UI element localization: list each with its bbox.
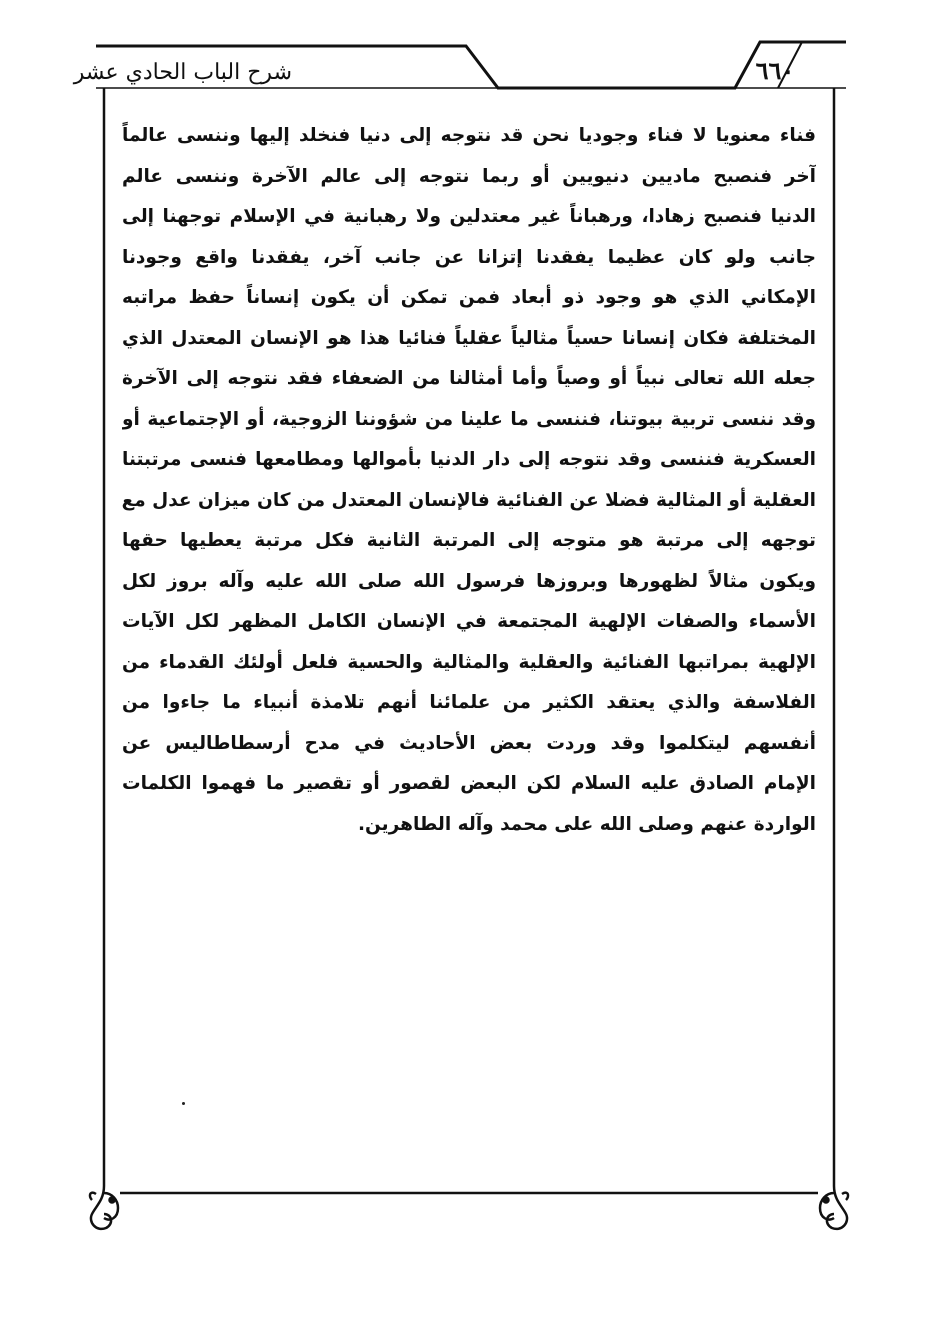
body-line: الواردة عنهم وصلى الله على محمد وآله الطاهرين. <box>358 813 816 835</box>
body-line: جانب ولو كان عظيما يفقدنا إتزانا عن جانب آخر، يفقدنا واقع وجودنا <box>122 246 816 268</box>
body-text <box>122 116 816 845</box>
body-line: أنفسهم ليتكلموا وقد وردت بعض الأحاديث في مدح أرسطاطاليس عن <box>122 732 816 754</box>
ornament-bottom-right <box>820 1186 848 1229</box>
body-line: جعله الله تعالى نبياً أو وصياً وأما أمثالنا من الضعفاء فقد نتوجه إلى الآخرة <box>122 368 816 389</box>
stray-dot <box>182 1102 185 1105</box>
body-line: وقد ننسى تربية بيوتنا، فننسى ما علينا من شؤوننا الزوجية، أو الإجتماعية أو <box>122 408 816 430</box>
body-line: الأسماء والصفات الإلهية المجتمعة في الإنسان الكامل المظهر لكل الآيات <box>122 611 816 632</box>
ornament-bottom-left <box>90 1186 118 1229</box>
body-line: ويكون مثالاً لظهورها وبروزها فرسول الله صلى الله عليه وآله بروز لكل <box>122 570 816 592</box>
body-line: الإمكاني الذي هو وجود ذو أبعاد فمن تمكن أن يكون إنساناً حفظ مراتبه <box>122 287 816 308</box>
header-notch-line <box>466 42 760 88</box>
body-line: الإمام الصادق عليه السلام لكن البعض لقصور أو تقصير ما فهموا الكلمات <box>122 773 816 794</box>
body-line: العسكرية فننسى وقد نتوجه إلى دار الدنيا بأموالها ومطامعها فنسى مرتبتنا <box>122 449 816 470</box>
page-number: ٦٦٠ <box>755 56 795 85</box>
body-line: المختلفة فكان إنسانا حسياً مثالياً عقلياً فنائيا هذا هو الإنسان المعتدل الذي <box>122 327 816 349</box>
body-line: الفلاسفة والذي يعتقد الكثير من علمائنا أنهم تلامذة أنبياء ما جاءوا من <box>122 692 816 713</box>
running-header-title: شرح الباب الحادي عشر <box>73 60 292 85</box>
body-line: فناء معنويا لا فناء وجوديا نحن قد نتوجه إلى دنيا فنخلد إليها وننسى عالماً <box>122 125 816 146</box>
body-line: توجهه إلى مرتبة هو متوجه إلى المرتبة الثانية فكل مرتبة يعطيها حقها <box>122 530 816 551</box>
body-line: العقلية أو المثالية فضلا عن الفنائية فالإنسان المعتدل من كان ميزان عدل مع <box>122 489 816 511</box>
body-line: آخر فنصبح ماديين دنيويين أو ربما نتوجه إلى عالم الآخرة وننسى عالم <box>122 165 816 187</box>
body-line: الإلهية بمراتبها الفنائية والعقلية والمثالية والحسية فلعل أولئك القدماء من <box>122 651 816 673</box>
body-line: الدنيا فنصبح زهادا، ورهباناً غير معتدلين ولا رهبانية في الإسلام توجهنا إلى <box>122 206 816 227</box>
